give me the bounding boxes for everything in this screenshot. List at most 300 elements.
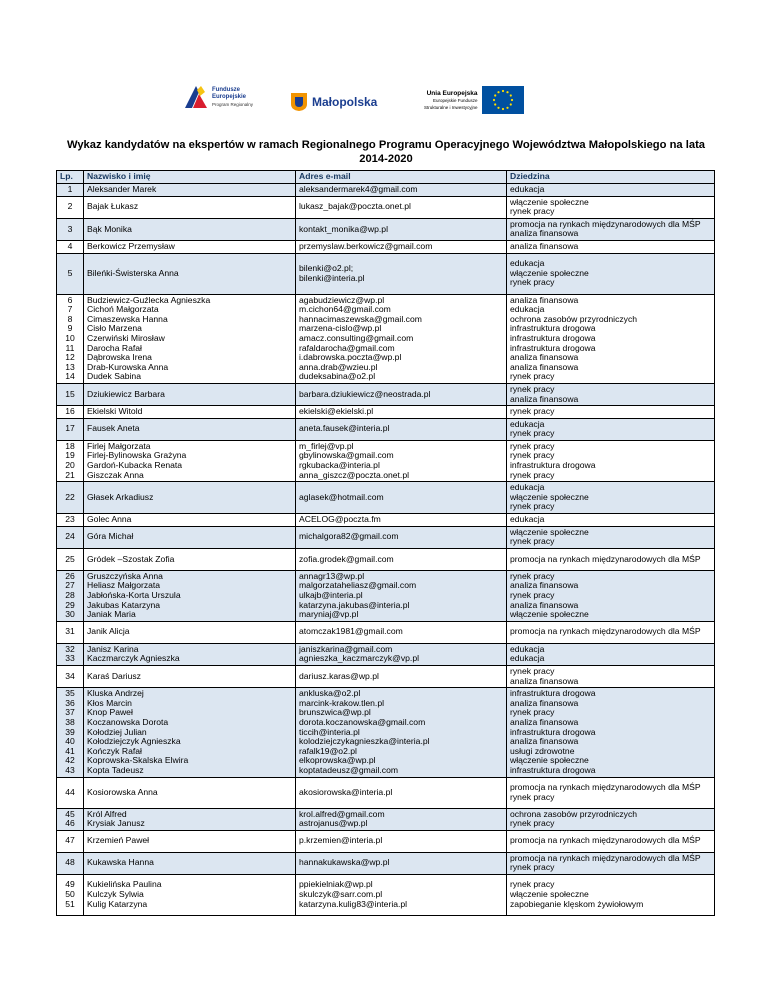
email-line: malgorzataheliasz@gmail.com [299, 580, 417, 591]
lp-cell [57, 570, 84, 621]
lp-line: 39 [65, 726, 75, 737]
name-cell [84, 777, 296, 808]
email-line: hannakukawska@wp.pl [299, 857, 390, 868]
lp-cell [57, 643, 84, 665]
eu-star-icon [497, 107, 499, 109]
domain-line: rynek pracy [510, 536, 555, 547]
lp-cell [57, 808, 84, 830]
domain-line: usługi zdrowotne [510, 745, 575, 756]
eu-star-icon [492, 99, 494, 101]
lp-line: 16 [65, 406, 75, 417]
email-cell [296, 196, 507, 218]
lp-line: 15 [65, 388, 75, 399]
name-line: Kończyk Rafał [87, 745, 142, 756]
email-cell [296, 294, 507, 383]
table-row [57, 406, 715, 419]
name-cell [84, 196, 296, 218]
domain-cell [507, 184, 715, 197]
email-cell [296, 240, 507, 253]
domain-line: analiza finansowa [510, 716, 579, 727]
name-line: Karaś Dariusz [87, 670, 141, 681]
domain-line: infrastruktura drogowa [510, 688, 596, 699]
domain-line: rynek pracy [510, 818, 555, 829]
domain-line: rynek pracy [510, 450, 555, 461]
name-line: Janisz Karina [87, 643, 139, 654]
email-line: kolodziejczykagnieszka@interia.pl [299, 736, 430, 747]
logo-bar [0, 84, 768, 124]
lp-line: 4 [67, 240, 73, 251]
name-cell [84, 808, 296, 830]
name-cell [84, 482, 296, 514]
email-line: bilenki@o2.pl; [299, 262, 354, 273]
domain-cell [507, 482, 715, 514]
domain-line: promocja na rynkach międzynarodowych dla MŚP [510, 781, 701, 792]
email-cell [296, 643, 507, 665]
lp-cell [57, 514, 84, 527]
name-line: Kulczyk Sylwia [87, 889, 144, 900]
lp-cell [57, 418, 84, 440]
name-line: Berkowicz Przemysław [87, 240, 175, 251]
lp-line: 47 [65, 835, 75, 846]
eu-star-icon [506, 107, 508, 109]
lp-cell [57, 440, 84, 481]
name-cell [84, 184, 296, 197]
lp-line: 32 [65, 643, 75, 654]
email-line: aglasek@hotmail.com [299, 491, 384, 502]
lp-line: 30 [65, 609, 75, 620]
email-line: anna_giszcz@poczta.onet.pl [299, 469, 410, 480]
name-line: Kaczmarczyk Agnieszka [87, 653, 180, 664]
domain-line: rynek pracy [510, 862, 555, 873]
lp-cell [57, 874, 84, 915]
lp-cell [57, 184, 84, 197]
email-cell [296, 406, 507, 419]
lp-line: 50 [65, 889, 75, 900]
lp-line: 13 [65, 361, 75, 372]
name-cell [84, 406, 296, 419]
domain-cell [507, 548, 715, 570]
lp-cell [57, 383, 84, 405]
name-cell [84, 218, 296, 240]
email-line: rafaldarocha@gmail.com [299, 342, 395, 353]
table-row [57, 196, 715, 218]
lp-cell [57, 852, 84, 874]
email-line: przemyslaw.berkowicz@gmail.com [299, 240, 433, 251]
email-cell [296, 621, 507, 643]
email-cell [296, 383, 507, 405]
lp-cell [57, 253, 84, 294]
domain-line: ochrona zasobów przyrodniczych [510, 808, 638, 819]
domain-line: edukacja [510, 304, 545, 315]
domain-cell [507, 406, 715, 419]
name-line: Dziukiewicz Barbara [87, 388, 165, 399]
email-cell [296, 418, 507, 440]
email-line: katarzyna.jakubas@interia.pl [299, 599, 410, 610]
domain-cell [507, 240, 715, 253]
table-header-row [57, 171, 715, 184]
domain-cell [507, 514, 715, 527]
email-line: gbylinowska@gmail.com [299, 450, 394, 461]
name-line: Gródek –Szostak Zofia [87, 553, 175, 564]
domain-cell [507, 253, 715, 294]
lp-line: 48 [65, 857, 75, 868]
email-line: ticcih@interia.pl [299, 726, 360, 737]
name-cell [84, 418, 296, 440]
eu-star-icon [501, 108, 503, 110]
malopolska-logo [290, 92, 377, 112]
lp-cell [57, 218, 84, 240]
email-line: akosiorowska@interia.pl [299, 786, 393, 797]
domain-line: analiza finansowa [510, 228, 579, 239]
name-line: Jabłońska-Korta Urszula [87, 590, 181, 600]
domain-line: analiza finansowa [510, 352, 579, 363]
domain-line: rynek pracy [510, 707, 555, 718]
fundusze-europejskie-logo [183, 84, 253, 110]
lp-line: 12 [65, 352, 75, 363]
lp-line: 3 [67, 223, 73, 234]
domain-line: włączenie społeczne [510, 196, 589, 207]
name-line: Bajak Łukasz [87, 201, 139, 212]
email-cell [296, 688, 507, 777]
header-domain: Dziedzina [507, 171, 715, 184]
email-cell [296, 184, 507, 197]
domain-line: promocja na rynkach międzynarodowych dla MŚP [510, 852, 701, 863]
email-line: marcink-krakow.tlen.pl [299, 697, 385, 708]
name-cell [84, 688, 296, 777]
lp-line: 42 [65, 755, 75, 766]
eu-star-icon [506, 91, 508, 93]
name-line: Gruszczyńska Anna [87, 570, 163, 581]
domain-line: włączenie społeczne [510, 755, 589, 766]
table-row [57, 621, 715, 643]
email-line: brunszwica@wp.pl [299, 707, 371, 718]
lp-line: 25 [65, 553, 75, 564]
name-line: Czerwiński Mirosław [87, 332, 165, 343]
email-line: krol.alfred@gmail.com [299, 808, 385, 819]
domain-line: edukacja [510, 418, 545, 429]
table-row [57, 570, 715, 621]
name-cell [84, 253, 296, 294]
domain-line: infrastruktura drogowa [510, 460, 596, 471]
domain-line: analiza finansowa [510, 361, 579, 372]
name-line: Drab-Kurowska Anna [87, 361, 169, 372]
table-row [57, 643, 715, 665]
domain-line: rynek pracy [510, 665, 555, 676]
lp-line: 44 [65, 786, 75, 797]
domain-cell [507, 570, 715, 621]
lp-line: 40 [65, 736, 75, 747]
email-line: lukasz_bajak@poczta.onet.pl [299, 201, 411, 212]
domain-cell [507, 830, 715, 852]
email-line: marzena-cislo@wp.pl [299, 323, 382, 334]
email-line: agnieszka_kaczmarczyk@vp.pl [299, 653, 420, 664]
email-cell [296, 514, 507, 527]
eu-star-icon [509, 103, 511, 105]
email-cell [296, 777, 507, 808]
lp-line: 29 [65, 599, 75, 610]
domain-line: edukacja [510, 643, 545, 654]
email-line: annagr13@wp.pl [299, 570, 365, 581]
domain-line: promocja na rynkach międzynarodowych dla MŚP [510, 626, 701, 637]
eu-star-icon [494, 103, 496, 105]
domain-line: rynek pracy [510, 879, 555, 890]
name-cell [84, 874, 296, 915]
email-line: astrojanus@wp.pl [299, 818, 368, 829]
domain-line: rynek pracy [510, 440, 555, 451]
email-cell [296, 570, 507, 621]
name-line: Fausek Aneta [87, 423, 140, 434]
email-line: rafalk19@o2.pl [299, 745, 357, 756]
name-cell [84, 852, 296, 874]
email-line: aleksandermarek4@gmail.com [299, 184, 418, 194]
email-line: m.cichon64@gmail.com [299, 304, 391, 315]
fe-stars-icon [183, 84, 209, 110]
name-cell [84, 294, 296, 383]
domain-line: zapobieganie klęskom żywiołowym [510, 898, 644, 909]
lp-line: 43 [65, 764, 75, 775]
email-line: koptatadeusz@gmail.com [299, 764, 399, 775]
lp-line: 41 [65, 745, 75, 756]
lp-line: 10 [65, 332, 75, 343]
lp-cell [57, 406, 84, 419]
lp-line: 46 [65, 818, 75, 829]
domain-line: infrastruktura drogowa [510, 342, 596, 353]
name-cell [84, 240, 296, 253]
lp-line: 49 [65, 879, 75, 890]
email-line: amacz.consulting@gmail.com [299, 332, 414, 343]
domain-cell [507, 665, 715, 687]
email-line: aneta.fausek@interia.pl [299, 423, 390, 434]
lp-line: 8 [67, 313, 73, 324]
name-line: Kołodziejczyk Agnieszka [87, 736, 181, 747]
lp-line: 17 [65, 423, 75, 434]
name-line: Heliasz Małgorzata [87, 580, 161, 591]
domain-line: analiza finansowa [510, 736, 579, 747]
lp-cell [57, 621, 84, 643]
table-body [57, 184, 715, 916]
email-line: ppiekielniak@wp.pl [299, 879, 373, 890]
name-cell [84, 526, 296, 548]
name-line: Bąk Monika [87, 223, 132, 234]
name-line: Głasek Arkadiusz [87, 491, 154, 502]
page-title: Wykaz kandydatów na ekspertów w ramach Regionalnego Programu Operacyjnego Województwa Małopolskiego na lata 2014-2020 [66, 139, 706, 165]
domain-line: analiza finansowa [510, 580, 579, 591]
domain-line: rynek pracy [510, 428, 555, 439]
name-cell [84, 548, 296, 570]
lp-line: 34 [65, 670, 75, 681]
name-line: Budziewicz-Guźlecka Agnieszka [87, 294, 211, 305]
email-line: zofia.grodek@gmail.com [299, 553, 394, 564]
fe-line-3: Program Regionalny [212, 101, 254, 107]
name-line: Golec Anna [87, 514, 132, 525]
domain-line: rynek pracy [510, 383, 555, 394]
table-row [57, 688, 715, 777]
malopolska-crest-icon [290, 92, 308, 112]
name-line: Kluska Andrzej [87, 688, 144, 699]
domain-line: ochrona zasobów przyrodniczych [510, 313, 638, 324]
domain-line: rynek pracy [510, 206, 555, 217]
lp-cell [57, 526, 84, 548]
lp-cell [57, 196, 84, 218]
table-row [57, 184, 715, 197]
email-line: hannacimaszewska@gmail.com [299, 313, 422, 324]
email-line: rgkubacka@interia.pl [299, 460, 380, 471]
lp-line: 27 [65, 580, 75, 591]
table-row [57, 440, 715, 481]
name-line: Góra Michał [87, 531, 134, 542]
email-line: dariusz.karas@wp.pl [299, 670, 379, 681]
email-cell [296, 253, 507, 294]
name-line: Cichoń Małgorzata [87, 304, 159, 315]
domain-line: włączenie społeczne [510, 889, 589, 900]
lp-line: 20 [65, 460, 75, 471]
table-row [57, 665, 715, 687]
email-line: i.dabrowska.poczta@wp.pl [299, 352, 402, 363]
name-line: Krzemień Paweł [87, 835, 150, 846]
email-cell [296, 526, 507, 548]
domain-cell [507, 874, 715, 915]
eu-star-icon [494, 94, 496, 96]
ue-line-3: Strukturalne i Inwestycyjne [424, 104, 478, 110]
name-line: Kukawska Hanna [87, 857, 154, 868]
name-cell [84, 570, 296, 621]
table-row [57, 294, 715, 383]
lp-line: 31 [65, 626, 75, 637]
name-line: Kołodziej Julian [87, 726, 147, 737]
header-lp: Lp. [57, 171, 84, 184]
email-line: dorota.koczanowska@gmail.com [299, 716, 426, 727]
name-line: Kłos Marcin [87, 697, 132, 708]
domain-line: włączenie społeczne [510, 267, 589, 278]
table-row [57, 218, 715, 240]
domain-line: rynek pracy [510, 791, 555, 802]
lp-cell [57, 548, 84, 570]
name-line: Ekielski Witold [87, 406, 143, 417]
email-line: katarzyna.kulig83@interia.pl [299, 898, 408, 909]
domain-cell [507, 852, 715, 874]
name-line: Kulig Katarzyna [87, 898, 148, 909]
name-cell [84, 643, 296, 665]
fe-line-2: Europejskie [212, 93, 247, 100]
name-line: Koprowska-Skalska Elwira [87, 755, 189, 766]
eu-star-icon [497, 91, 499, 93]
name-cell [84, 514, 296, 527]
eu-star-icon [509, 94, 511, 96]
eu-star-icon [510, 99, 512, 101]
name-cell [84, 830, 296, 852]
email-line: ankluska@o2.pl [299, 688, 361, 699]
lp-cell [57, 240, 84, 253]
domain-line: analiza finansowa [510, 240, 579, 251]
lp-line: 21 [65, 469, 75, 480]
email-line: maryniaj@vp.pl [299, 609, 359, 620]
table-row [57, 383, 715, 405]
ue-line-1: Unia Europejska [426, 89, 478, 97]
lp-line: 6 [67, 294, 73, 305]
name-line: Firlej Małgorzata [87, 440, 151, 451]
table-row [57, 777, 715, 808]
name-cell [84, 383, 296, 405]
email-cell [296, 440, 507, 481]
email-line: kontakt_monika@wp.pl [299, 223, 388, 234]
table-row [57, 852, 715, 874]
eu-star-icon [501, 90, 503, 92]
email-cell [296, 852, 507, 874]
lp-line: 19 [65, 450, 75, 461]
domain-cell [507, 294, 715, 383]
lp-cell [57, 777, 84, 808]
name-line: Dudek Sabina [87, 371, 141, 382]
email-line: anna.drab@wzieu.pl [299, 361, 378, 372]
experts-table [56, 170, 715, 916]
lp-line: 26 [65, 570, 75, 581]
ue-line-2: Europejskie Fundusze [433, 97, 478, 103]
table-row [57, 830, 715, 852]
domain-line: rynek pracy [510, 406, 555, 417]
domain-line: rynek pracy [510, 590, 555, 600]
lp-line: 22 [65, 491, 75, 502]
domain-line: edukacja [510, 482, 545, 493]
lp-line: 24 [65, 531, 75, 542]
name-line: Kosiorowska Anna [87, 786, 158, 797]
domain-line: rynek pracy [510, 570, 555, 581]
lp-line: 7 [67, 304, 73, 315]
email-line: janiszkarina@gmail.com [299, 643, 393, 654]
email-line: skulczyk@sarr.com.pl [299, 889, 383, 900]
domain-cell [507, 196, 715, 218]
lp-cell [57, 830, 84, 852]
domain-line: włączenie społeczne [510, 491, 589, 502]
email-cell [296, 808, 507, 830]
name-line: Kukielińska Paulina [87, 879, 162, 890]
domain-line: edukacja [510, 653, 545, 664]
eu-flag-icon [482, 86, 524, 114]
domain-cell [507, 808, 715, 830]
domain-cell [507, 218, 715, 240]
domain-line: rynek pracy [510, 469, 555, 480]
name-line: Darocha Rafał [87, 342, 142, 353]
domain-cell [507, 383, 715, 405]
table-row [57, 808, 715, 830]
lp-line: 51 [65, 898, 75, 909]
name-line: Kopta Tadeusz [87, 764, 144, 775]
lp-cell [57, 482, 84, 514]
lp-line: 35 [65, 688, 75, 699]
lp-line: 45 [65, 808, 75, 819]
domain-cell [507, 688, 715, 777]
lp-line: 11 [65, 342, 75, 353]
email-line: elkoprowska@wp.pl [299, 755, 376, 766]
name-line: Król Alfred [87, 808, 127, 819]
domain-line: analiza finansowa [510, 599, 579, 610]
lp-line: 9 [67, 323, 73, 334]
email-line: ulkajb@interia.pl [299, 590, 363, 600]
email-cell [296, 665, 507, 687]
name-line: Bileńki-Świsterska Anna [87, 267, 179, 278]
name-line: Dąbrowska Irena [87, 352, 152, 363]
email-line: barbara.dziukiewicz@neostrada.pl [299, 388, 431, 399]
email-line: p.krzemien@interia.pl [299, 835, 383, 846]
email-line: agabudziewicz@wp.pl [299, 294, 385, 305]
domain-cell [507, 418, 715, 440]
domain-cell [507, 621, 715, 643]
email-line: atomczak1981@gmail.com [299, 626, 403, 637]
name-line: Koczanowska Dorota [87, 716, 169, 727]
name-line: Giszczak Anna [87, 469, 144, 480]
domain-line: infrastruktura drogowa [510, 726, 596, 737]
table-row [57, 418, 715, 440]
header-email: Adres e-mail [296, 171, 507, 184]
